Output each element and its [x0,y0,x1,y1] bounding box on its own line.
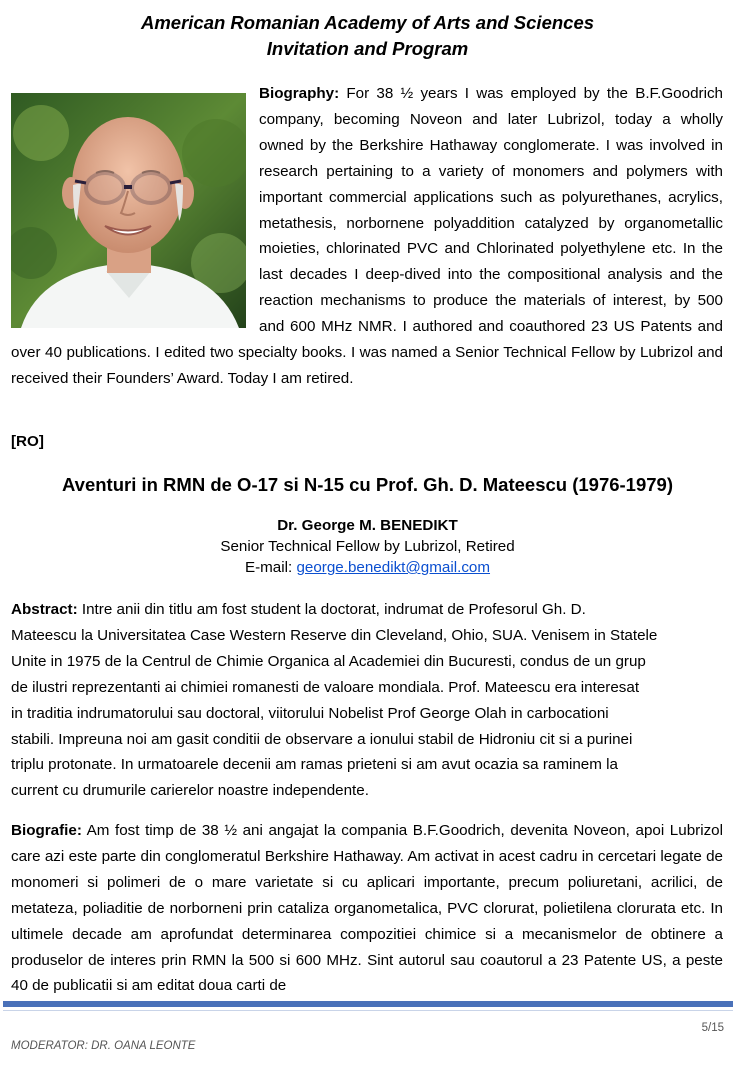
abstract-label: Abstract: [11,601,78,618]
talk-title: Aventuri in RMN de O-17 si N-15 cu Prof. Gh. D. Mateescu (1976-1979) [61,474,673,495]
abstract-line: in traditia indrumatorului sau doctoral, viitorului Nobelist Prof George Olah in carbocationi [11,704,609,722]
photo-wrap-spacer [11,81,259,335]
footer-hairline [3,1010,733,1011]
language-tag: [RO] [11,433,44,450]
biography-label: Biography: [259,85,340,102]
abstract-line: Mateescu la Universitatea Case Western Reserve din Cleveland, Ohio, SUA. Venisem in Statele [11,626,658,644]
document-header [0,10,735,62]
page-number: 5/15 [701,1022,724,1034]
abstract-paragraph [11,597,723,804]
abstract-line: Abstract: Intre anii din titlu am fost student la doctorat, indrumat de Profesorul Gh. D. [11,601,586,618]
author-email-line [0,557,735,578]
biografie-text: Am fost timp de 38 ½ ani angajat la compania B.F.Goodrich, devenita Noveon, apoi Lubrizol care azi este parte din conglomeratul Berkshire Hathaway. Am activat in acest cadru in cercetari legate de monomeri si polimeri de o mare varietate si cu aplicari importante, precum poliuretani, acrilici, de metateza, poliaditie de norborneni prin cataliza organometalica, PVC clorurat, polietilena clorurata etc. In ultimele decade am aprofundat determinarea compozitiei chimice si a mecanismelor de obtinere a produselor de interes prin RMN la 500 si 600 MHz. Sint autorul sau coautorul a 23 Patente US, a peste 40 de publicatii si am editat doua carti de [11,822,723,995]
abstract-line: stabili. Impreuna noi am gasit conditii de observare a ionului stabil de Hidroniu cit si a purinei [11,730,633,748]
abstract-line: current cu drumurile carierelor noastre independente. [11,782,369,800]
email-label: E-mail: [244,559,297,576]
biography-en [11,81,723,392]
moderator-footer: MODERATOR: DR. OANA LEONTE [11,1040,196,1052]
abstract-line: de ilustri reprezentanti ai chimiei romanesti de valoare mondiala. Prof. Mateescu era interesat [11,678,640,696]
abstract-line: Unite in 1975 de la Centrul de Chimie Organica al Academiei din Bucuresti, condus de un grup [11,652,646,670]
abstract-line: triplu protonate. In urmatoarele decenii am ramas prieteni si am avut ocazia sa raminem la [11,756,618,774]
author-affiliation: Senior Technical Fellow by Lubrizol, Retired [220,538,515,555]
biografie-label: Biografie: [11,822,82,839]
author-block [0,515,735,578]
email-link[interactable]: george.benedikt@gmail.com [296,559,491,576]
header-subtitle: Invitation and Program [266,38,469,59]
author-name: Dr. George M. BENEDIKT [277,517,458,534]
footer-divider [3,1001,733,1007]
biography-text: For 38 ½ years I was employed by the B.F.Goodrich company, becoming Noveon and later Lubrizol, today a wholly owned by the Berkshire Hathaway conglomerate. I was involved in research pertaining to a variety of monomers and polymers with important commercial applications such as polyurethanes, acrylics, metathesis, norbornene polyaddition catalyzed by organometallic moieties, chlorinated PVC and Chlorinated polyethylene etc. In the last decades I deep-dived into the compositional analysis and the reaction mechanisms to produce the materials of interest, by 500 and 600 MHz NMR. I authored and coauthored 23 US Patents and over 40 publications. I edited two specialty books. I was named a Senior Technical Fellow by Lubrizol and received their Founders’ Award. Today I am retired. [11,85,723,387]
header-title: American Romanian Academy of Arts and Sciences [140,12,595,33]
biografie-paragraph [11,818,723,1025]
